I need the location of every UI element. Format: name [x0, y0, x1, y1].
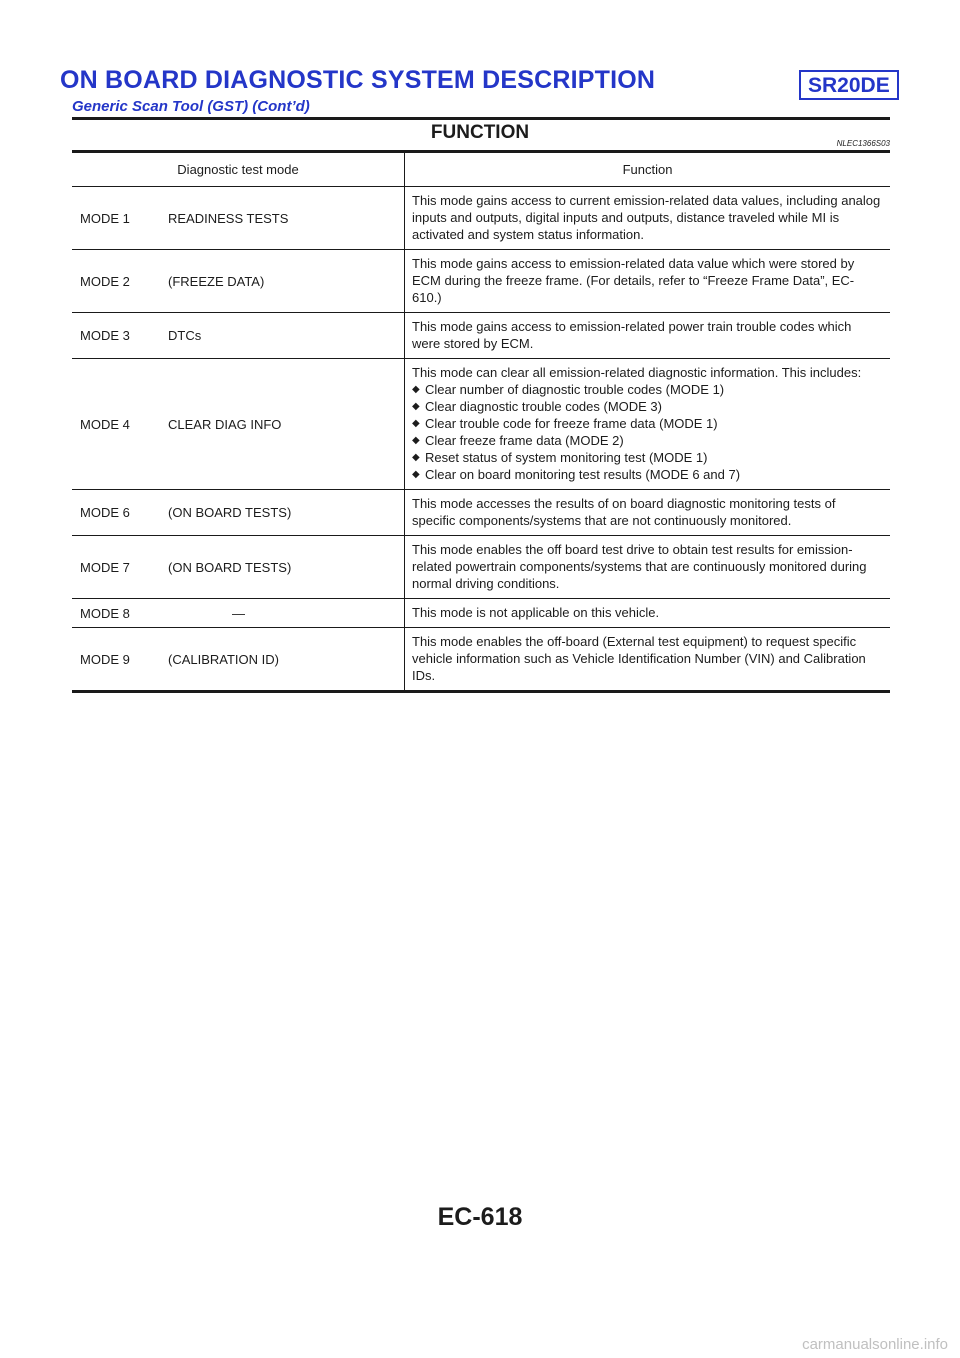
section-reference-code: NLEC1366S03 — [836, 139, 890, 148]
table-row — [72, 628, 890, 692]
mode-name: READINESS TESTS — [168, 187, 405, 250]
page-number: EC-618 — [437, 1203, 523, 1231]
mode-number: MODE 8 — [72, 599, 168, 628]
table-row — [72, 490, 890, 536]
bullet-item: ◆ Clear number of diagnostic trouble codes (MODE 1) — [412, 381, 882, 398]
bullet-item: ◆ Clear on board monitoring test results (MODE 6 and 7) — [412, 466, 882, 483]
column-header-mode: Diagnostic test mode — [72, 153, 405, 187]
mode-description: This mode gains access to emission-related power train trouble codes which were stored by ECM. — [405, 313, 891, 359]
mode-description: This mode gains access to emission-related data value which were stored by ECM during the freeze frame. (For details, refer to “Freeze Frame Data”, EC-610.) — [405, 250, 891, 313]
section-title: FUNCTION — [430, 122, 530, 143]
bullet-item: ◆ Clear freeze frame data (MODE 2) — [412, 432, 882, 449]
mode-name: (ON BOARD TESTS) — [168, 490, 405, 536]
table-row — [72, 313, 890, 359]
engine-badge: SR20DE — [799, 70, 899, 100]
mode-name: DTCs — [168, 313, 405, 359]
mode-number: MODE 7 — [72, 536, 168, 599]
bullet-item: ◆ Clear diagnostic trouble codes (MODE 3) — [412, 398, 882, 415]
table-row — [72, 599, 890, 628]
table-row — [72, 250, 890, 313]
mode-name: (CALIBRATION ID) — [168, 628, 405, 692]
mode-description: This mode gains access to current emission-related data values, including analog inputs and outputs, digital inputs and outputs, distance traveled while MI is activated and system status information. — [405, 187, 891, 250]
mode-number: MODE 4 — [72, 359, 168, 490]
mode-number: MODE 3 — [72, 313, 168, 359]
mode-number: MODE 1 — [72, 187, 168, 250]
table-row — [72, 187, 890, 250]
table-row — [72, 359, 890, 490]
mode-number: MODE 2 — [72, 250, 168, 313]
header-title: ON BOARD DIAGNOSTIC SYSTEM DESCRIPTION — [60, 66, 656, 94]
mode-description: This mode can clear all emission-related diagnostic information. This includes: — [412, 365, 862, 380]
bullet-item: ◆ Clear trouble code for freeze frame data (MODE 1) — [412, 415, 882, 432]
mode-name: (FREEZE DATA) — [168, 250, 405, 313]
header-subtitle: Generic Scan Tool (GST) (Cont’d) — [72, 98, 310, 115]
mode-description-cell — [405, 359, 891, 490]
mode-name: CLEAR DIAG INFO — [168, 359, 405, 490]
mode-number: MODE 9 — [72, 628, 168, 692]
mode-description: This mode is not applicable on this vehicle. — [405, 599, 891, 628]
mode-description: This mode accesses the results of on board diagnostic monitoring tests of specific components/systems that are not continuously monitored. — [405, 490, 891, 536]
watermark: carmanualsonline.info — [802, 1336, 948, 1353]
mode-name: — — [168, 599, 405, 628]
mode-description: This mode enables the off-board (External test equipment) to request specific vehicle information such as Vehicle Identification Number (VIN) and Calibration IDs. — [405, 628, 891, 692]
header-divider — [72, 117, 890, 120]
mode-name: (ON BOARD TESTS) — [168, 536, 405, 599]
table-header-row — [72, 153, 890, 187]
diagnostic-mode-table — [72, 153, 890, 693]
column-header-function: Function — [405, 153, 891, 187]
table-row — [72, 536, 890, 599]
mode-number: MODE 6 — [72, 490, 168, 536]
mode-description: This mode enables the off board test drive to obtain test results for emission-related powertrain components/systems that are continuously monitored during normal driving conditions. — [405, 536, 891, 599]
bullet-item: ◆ Reset status of system monitoring test (MODE 1) — [412, 449, 882, 466]
